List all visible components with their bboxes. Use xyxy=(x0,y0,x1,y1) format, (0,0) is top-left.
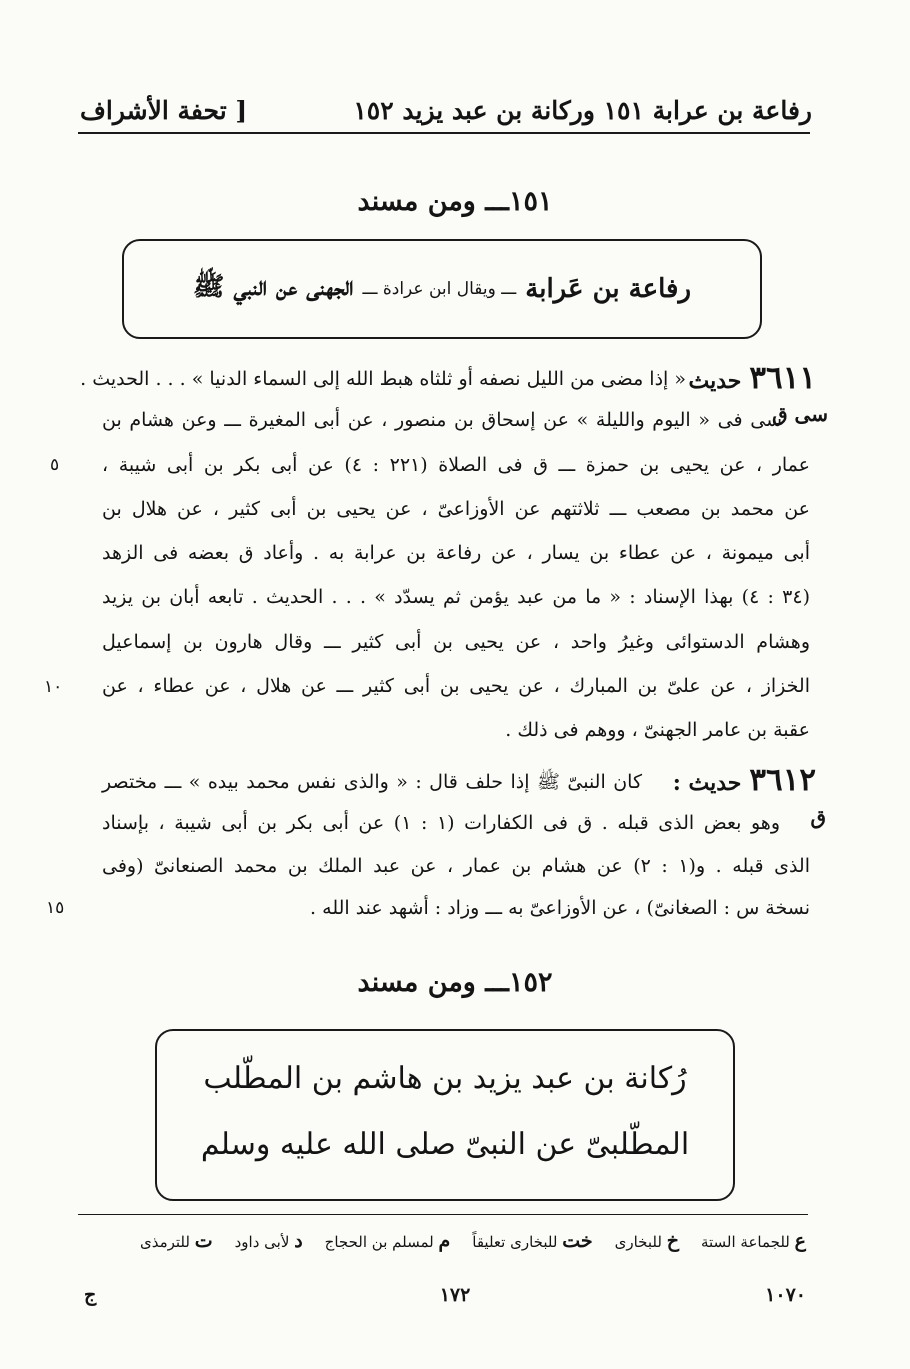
legend-item: خ للبخارى xyxy=(614,1230,679,1252)
text-line: الخزاز ، عن علىّ بن المبارك ، عن يحيى بن أبى كثير ـــ عن هلال ، عن عطاء ، عن xyxy=(102,675,810,697)
section-heading-152: ١٥٢ـــ ومن مسند xyxy=(357,967,553,998)
hadith-3612-head xyxy=(673,762,816,798)
hadith-label: حديث xyxy=(688,368,742,394)
legend-item: خت للبخارى تعليقاً xyxy=(472,1230,593,1252)
hadith-number: ٣٦١١ xyxy=(749,360,816,396)
text-line: « إذا مضى من الليل نصفه أو ثلثاه هبط الله إلى السماء الدنيا » . . . الحديث . xyxy=(80,368,686,390)
line-number-15: ١٥ xyxy=(46,898,65,918)
text-line: وهشام الدستوائى وغيرُ واحد ، عن يحيى بن أبى كثير ـــ وقال هارون بن إسماعيل xyxy=(102,631,810,653)
sigla-marker: سى ق xyxy=(772,402,828,426)
hadith-number: ٣٦١٢ xyxy=(749,762,816,798)
line-number-5: ٥ xyxy=(50,455,60,475)
narrator-name: رفاعة بن عَرابة xyxy=(525,274,692,304)
narrator-name-line: رُكانة بن عبد يزيد بن هاشم بن المطّلب xyxy=(203,1061,687,1096)
page-number: ١٧٢ xyxy=(439,1284,471,1306)
narrator-nisba: الجهنى عن النبي ﷺ xyxy=(192,272,354,302)
running-header-title: رفاعة بن عرابة ١٥١ وركانة بن عبد يزيد ١٥٢ xyxy=(353,96,812,125)
narrator-alt-name: ـــ ويقال ابن عرادة ـــ xyxy=(362,279,517,299)
hadith-label: حديث : xyxy=(672,770,742,796)
legend-item: م لمسلم بن الحجاج xyxy=(324,1230,451,1252)
text-line: عمار ، عن يحيى بن حمزة ـــ ق فى الصلاة (٢٢١ : ٤) عن أبى بكر بن أبى شيبة ، xyxy=(102,454,810,476)
legend-item: ت للترمذى xyxy=(139,1230,213,1252)
text-line: نسخة س : الصغانىّ) ، عن الأوزاعىّ به ـــ وزاد : أشهد عند الله . xyxy=(310,897,810,919)
text-line: عقبة بن عامر الجهنىّ ، ووهم فى ذلك . xyxy=(505,719,810,741)
line-number-10: ١٠ xyxy=(44,677,63,697)
sigla-marker: ق xyxy=(810,805,826,829)
volume-marker: ج xyxy=(84,1284,97,1306)
section-heading-151: ١٥١ـــ ومن مسند xyxy=(357,186,553,217)
text-line: سى فى « اليوم والليلة » عن إسحاق بن منصور ، عن أبى المغيرة ـــ وعن هشام بن xyxy=(102,409,782,431)
narrator-box-151 xyxy=(122,239,762,339)
text-line: أبى ميمونة ، عن عطاء بن يسار ، عن رفاعة بن عرابة به . وأعاد ق بعضه فى الزهد xyxy=(102,542,810,564)
text-line: (٣٤ : ٤) بهذا الإسناد : « ما من عبد يؤمن ثم يسدّد » . . . الحديث . تابعه أبان بن يزيد xyxy=(102,586,811,608)
footnote-rule xyxy=(78,1214,808,1215)
header-rule xyxy=(78,132,810,134)
sigla-legend xyxy=(140,1230,806,1252)
running-header-book: [ تحفة الأشراف xyxy=(80,96,248,125)
text-line: عن محمد بن مصعب ـــ ثلاثتهم عن الأوزاعىّ ، عن يحيى بن أبى كثير ، عن هلال بن xyxy=(102,498,810,520)
narrator-box-152 xyxy=(155,1029,735,1201)
legend-item: د لأبى داود xyxy=(234,1230,303,1252)
text-line: كان النبىّ ﷺ إذا حلف قال : « والذى نفس محمد بيده » ـــ مختصر xyxy=(102,771,642,793)
global-page-number: ١٠٧٠ xyxy=(765,1284,806,1306)
text-line: وهو بعض الذى قبله . ق فى الكفارات (١ : ١) عن أبى بكر بن أبى شيبة ، بإسناد xyxy=(102,812,781,834)
hadith-3611-head xyxy=(689,360,816,396)
narrator-nisba-line: المطّلبىّ عن النبىّ صلى الله عليه وسلم xyxy=(200,1127,690,1162)
legend-item: ع للجماعة الستة xyxy=(700,1230,806,1252)
text-line: الذى قبله . و(١ : ٢) عن هشام بن عمار ، عن عبد الملك بن محمد الصنعانىّ (وفى xyxy=(102,855,811,877)
